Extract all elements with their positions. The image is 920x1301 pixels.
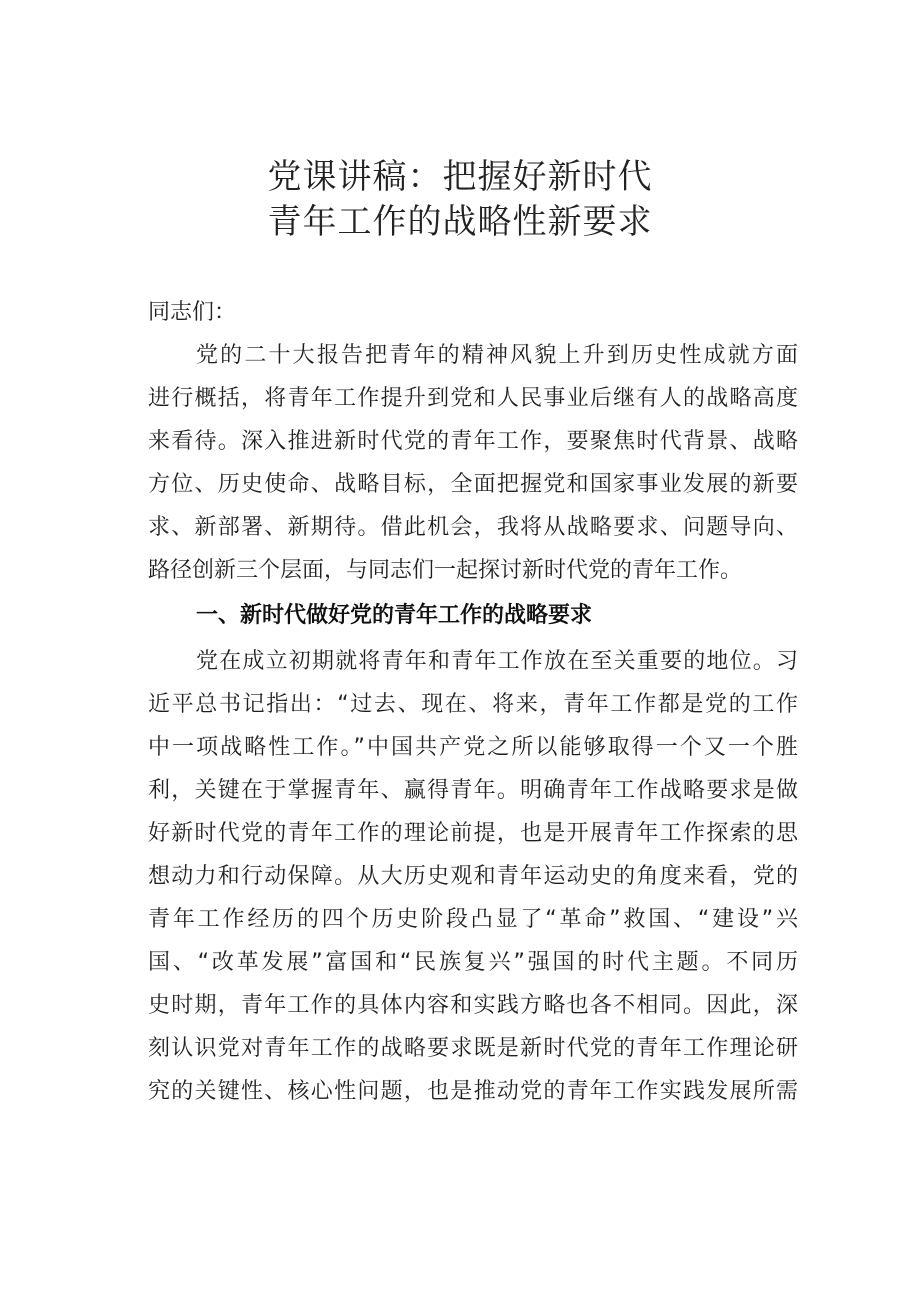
document-title-line-2: 青年工作的战略性新要求	[267, 202, 653, 242]
paragraph-2-line: 青年工作经历的四个历史阶段凸显了“革命”救国、“建设”兴	[148, 907, 798, 932]
paragraph-2-line: 想动力和行动保障。从大历史观和青年运动史的角度来看，党的	[148, 864, 798, 889]
paragraph-2-line: 史时期，青年工作的具体内容和实践方略也各不相同。因此，深	[148, 993, 798, 1018]
paragraph-1-line: 党的二十大报告把青年的精神风貌上升到历史性成就方面	[196, 343, 798, 368]
paragraph-2-line: 刻认识党对青年工作的战略要求既是新时代党的青年工作理论研	[148, 1036, 798, 1061]
paragraph-1-line: 求、新部署、新期待。借此机会，我将从战略要求、问题导向、	[148, 515, 798, 540]
paragraph-1-line: 来看待。深入推进新时代党的青年工作，要聚焦时代背景、战略	[148, 429, 798, 454]
section-1-heading: 一、新时代做好党的青年工作的战略要求	[196, 603, 593, 628]
paragraph-2-line: 究的关键性、核心性问题，也是推动党的青年工作实践发展所需	[148, 1079, 798, 1104]
paragraph-2-line: 利，关键在于掌握青年、赢得青年。明确青年工作战略要求是做	[148, 778, 798, 803]
paragraph-2-line: 国、“改革发展”富国和“民族复兴”强国的时代主题。不同历	[148, 950, 798, 975]
salutation: 同志们：	[148, 300, 237, 325]
paragraph-1-line: 方位、历史使命、战略目标，全面把握党和国家事业发展的新要	[148, 472, 798, 497]
paragraph-2-line: 党在成立初期就将青年和青年工作放在至关重要的地位。习	[196, 649, 798, 674]
paragraph-1-line: 路径创新三个层面，与同志们一起探讨新时代党的青年工作。	[148, 558, 743, 583]
document-title-line-1: 党课讲稿：把握好新时代	[267, 157, 653, 197]
paragraph-2-line: 中一项战略性工作。”中国共产党之所以能够取得一个又一个胜	[148, 735, 798, 760]
paragraph-2-line: 近平总书记指出：“过去、现在、将来，青年工作都是党的工作	[148, 692, 798, 717]
paragraph-1-line: 进行概括，将青年工作提升到党和人民事业后继有人的战略高度	[148, 386, 798, 411]
paragraph-2-line: 好新时代党的青年工作的理论前提，也是开展青年工作探索的思	[148, 821, 798, 846]
